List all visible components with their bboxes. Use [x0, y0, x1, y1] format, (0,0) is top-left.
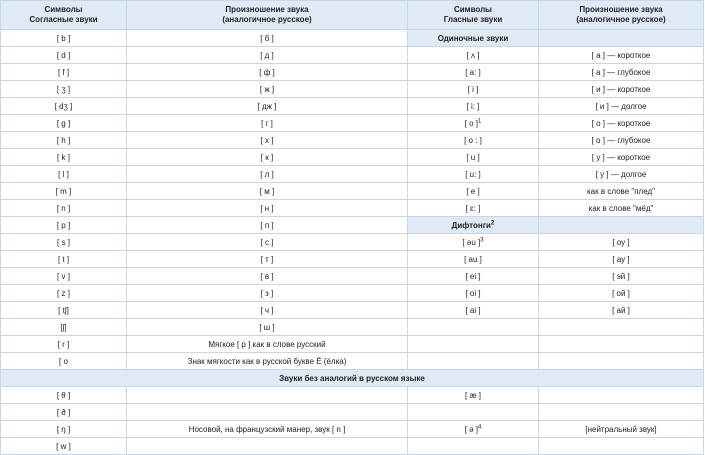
- table-cell-c2: [ ч ]: [127, 302, 408, 319]
- table-cell-c3: [408, 438, 539, 455]
- table-cell-c2: [ к ]: [127, 149, 408, 166]
- header-vowel-symbols: Символы Гласные звуки: [408, 1, 539, 30]
- table-cell-c3: [408, 353, 539, 370]
- table-cell-c1: [ tʃ]: [1, 302, 127, 319]
- table-cell-c3: [ ai ]: [408, 302, 539, 319]
- table-cell-c4: [ и ] — короткое: [539, 81, 704, 98]
- table-cell-c2: [ б ]: [127, 30, 408, 47]
- table-row: [1, 81, 704, 98]
- table-cell-c3: [ æ ]: [408, 387, 539, 404]
- table-cell-c3: [ i: ]: [408, 98, 539, 115]
- table-cell-c1: [ θ ]: [1, 387, 127, 404]
- table-cell-c2: [ н ]: [127, 200, 408, 217]
- table-cell-c4: [539, 30, 704, 47]
- table-cell-c3: [ ʌ ]: [408, 47, 539, 64]
- table-row: [1, 64, 704, 81]
- table-cell-c1: [ k ]: [1, 149, 127, 166]
- table-cell-c1: [ b ]: [1, 30, 127, 47]
- table-cell-c2: [ п ]: [127, 217, 408, 234]
- table-cell-c1: [ l ]: [1, 166, 127, 183]
- table-cell-c4: [539, 438, 704, 455]
- table-cell-c3: [ u: ]: [408, 166, 539, 183]
- table-row: [1, 438, 704, 455]
- table-cell-c2: [ дж ]: [127, 98, 408, 115]
- table-cell-c3: [408, 336, 539, 353]
- table-cell-c1: [ ʒ ]: [1, 81, 127, 98]
- table-cell-c4: [ у ] — короткое: [539, 149, 704, 166]
- table-row: [1, 421, 704, 438]
- table-row: [1, 302, 704, 319]
- table-cell-c1: [ r ]: [1, 336, 127, 353]
- table-row: [1, 166, 704, 183]
- table-row: [1, 47, 704, 64]
- table-cell-c3: [ o : ]: [408, 132, 539, 149]
- table-cell-c2: [ з ]: [127, 285, 408, 302]
- table-cell-c4: [539, 319, 704, 336]
- footnote-marker: 1: [478, 117, 482, 124]
- table-cell-c4: [ о ] — короткое: [539, 115, 704, 132]
- table-cell-c2: Носовой, на французский манер, звук [ n ]: [127, 421, 408, 438]
- table-cell-c2: [ в ]: [127, 268, 408, 285]
- table-cell-c1: [ dʒ ]: [1, 98, 127, 115]
- table-cell-c3: [ i ]: [408, 81, 539, 98]
- table-cell-c1: [ n ]: [1, 200, 127, 217]
- table-cell-c3: Одиночные звуки: [408, 30, 539, 47]
- table-row: [1, 149, 704, 166]
- table-cell-c2: [ ш ]: [127, 319, 408, 336]
- table-cell-c3: [ au ]: [408, 251, 539, 268]
- table-cell-c4: [ ай ]: [539, 302, 704, 319]
- table-row: [1, 353, 704, 370]
- table-row: [1, 98, 704, 115]
- table-cell-c4: [ а ] — короткое: [539, 47, 704, 64]
- table-cell-c3: [ u ]: [408, 149, 539, 166]
- table-cell-c4: [539, 404, 704, 421]
- table-row: [1, 200, 704, 217]
- table-cell-c4: [539, 387, 704, 404]
- footnote-marker: 2: [490, 219, 495, 226]
- table-cell-c3: [ e ]: [408, 183, 539, 200]
- table-cell-c2: [ г ]: [127, 115, 408, 132]
- table-cell-c4: [нейтральный звук]: [539, 421, 704, 438]
- table-cell-c2: [ ф ]: [127, 64, 408, 81]
- table-cell-c1: [ t ]: [1, 251, 127, 268]
- table-cell-c2: [ л ]: [127, 166, 408, 183]
- table-row: [1, 183, 704, 200]
- table-cell-c1: [ z ]: [1, 285, 127, 302]
- table-cell-c1: [ w ]: [1, 438, 127, 455]
- table-cell-c3: [ əu ]$^3$: [408, 234, 539, 251]
- table-cell-c1: [ v ]: [1, 268, 127, 285]
- table-cell-c1: [ p ]: [1, 217, 127, 234]
- table-cell-c4: [ а ] — глубокое: [539, 64, 704, 81]
- table-cell-c2: [ с ]: [127, 234, 408, 251]
- table-cell-c1: [ ŋ ]: [1, 421, 127, 438]
- header-consonant-pronunciation: Произношение звука (аналогичное русское): [127, 1, 408, 30]
- table-cell-c1: [ʃ]: [1, 319, 127, 336]
- header-row: [1, 1, 704, 30]
- footnote-marker: 3: [480, 236, 484, 243]
- table-cell-c4: [ и ] — долгое: [539, 98, 704, 115]
- section-row: [1, 370, 704, 387]
- table-row: [1, 30, 704, 47]
- table-row: [1, 319, 704, 336]
- table-cell-c1: [ g ]: [1, 115, 127, 132]
- table-row: [1, 251, 704, 268]
- table-cell-c1: [ o: [1, 353, 127, 370]
- table-row: [1, 115, 704, 132]
- table-row: [1, 132, 704, 149]
- table-cell-c3: [ ɛ: ]: [408, 200, 539, 217]
- table-cell-c3: [ ə ]$^4$: [408, 421, 539, 438]
- table-cell-c4: [ эй ]: [539, 268, 704, 285]
- table-body: [1, 30, 704, 455]
- table-cell-c2: [ м ]: [127, 183, 408, 200]
- table-row: [1, 234, 704, 251]
- table-row: [1, 404, 704, 421]
- table-cell-c4: [539, 336, 704, 353]
- table-cell-c2: Мягкое [ р ] как в слове русский: [127, 336, 408, 353]
- table-row: [1, 285, 704, 302]
- table-row: [1, 217, 704, 234]
- footnote-marker: 4: [478, 423, 482, 430]
- table-cell-c4: [ о ] — глубокое: [539, 132, 704, 149]
- table-row: [1, 387, 704, 404]
- table-cell-c3: [408, 404, 539, 421]
- header-consonant-symbols: Символы Согласные звуки: [1, 1, 127, 30]
- table-cell-c1: [ h ]: [1, 132, 127, 149]
- table-cell-c2: [ х ]: [127, 132, 408, 149]
- table-cell-c1: [ d ]: [1, 47, 127, 64]
- table-cell-c2: [ т ]: [127, 251, 408, 268]
- table-cell-c3: Дифтонги$^2$: [408, 217, 539, 234]
- table-cell-c2: [127, 438, 408, 455]
- table-cell-c4: [539, 353, 704, 370]
- table-row: [1, 268, 704, 285]
- table-cell-c2: Знак мягкости как в русской букве Ё (ёлка): [127, 353, 408, 370]
- table-cell-c3: [ a: ]: [408, 64, 539, 81]
- table-cell-c2: [127, 404, 408, 421]
- table-cell-c4: [ оу ]: [539, 234, 704, 251]
- table-cell-c1: [ m ]: [1, 183, 127, 200]
- table-cell-c4: [ у ] — долгое: [539, 166, 704, 183]
- table-cell-c4: [ ау ]: [539, 251, 704, 268]
- table-cell-c4: как в слове "плед": [539, 183, 704, 200]
- table-cell-c1: [ f ]: [1, 64, 127, 81]
- table-cell-c3: [408, 319, 539, 336]
- table-cell-c4: [ ой ]: [539, 285, 704, 302]
- table-cell-c3: [ oi ]: [408, 285, 539, 302]
- table-cell-c1: [ s ]: [1, 234, 127, 251]
- table-cell-c2: [ ж ]: [127, 81, 408, 98]
- table-cell-c3: [ o ]$^1$: [408, 115, 539, 132]
- header-vowel-pronunciation: Произношение звука (аналогичное русское): [539, 1, 704, 30]
- table-cell-c3: [ ei ]: [408, 268, 539, 285]
- table-cell-c4: как в слове "мёд": [539, 200, 704, 217]
- table-cell-c1: [ ð ]: [1, 404, 127, 421]
- table-row: [1, 336, 704, 353]
- table-cell-c2: [127, 387, 408, 404]
- table-cell-c4: [539, 217, 704, 234]
- section-header: Звуки без аналогий в русском языке: [1, 370, 704, 387]
- table-cell-c2: [ д ]: [127, 47, 408, 64]
